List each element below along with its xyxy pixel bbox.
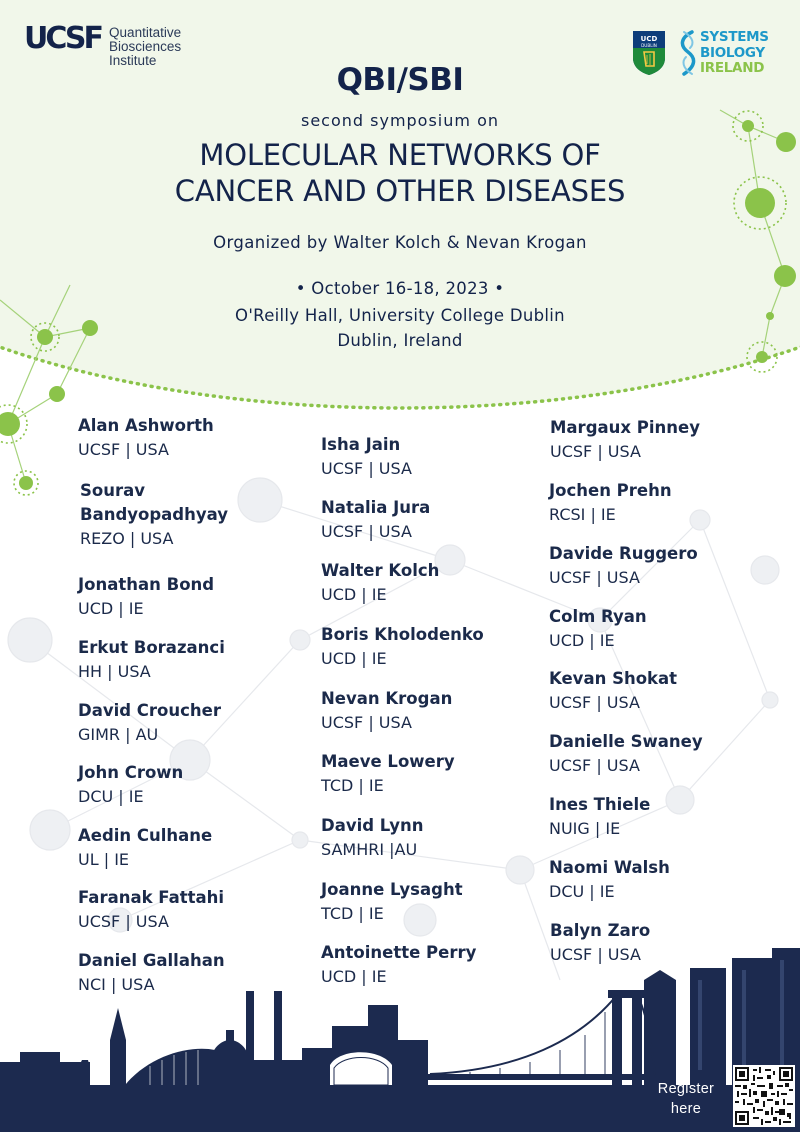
speaker-entry [78, 414, 308, 462]
speaker-name: Margaux Pinney [550, 418, 700, 437]
speaker-entry [80, 479, 310, 551]
speaker-name: Danielle Swaney [549, 732, 703, 751]
speaker-affiliation: GIMR | AU [78, 725, 159, 744]
speaker-name: Balyn Zaro [550, 921, 651, 940]
speaker-entry [549, 479, 779, 527]
speaker-affiliation: UCSF | USA [550, 945, 641, 964]
ucsf-wordmark: UCSF [24, 21, 102, 56]
speaker-affiliation: UCSF | USA [549, 568, 640, 587]
speaker-affiliation: TCD | IE [321, 904, 384, 923]
speaker-name: Boris Kholodenko [321, 625, 484, 644]
speaker-affiliation: UCD | IE [78, 599, 144, 618]
speaker-affiliation: UCD | IE [321, 585, 387, 604]
event-title: QBI/SBI [336, 62, 464, 98]
speaker-affiliation: UCSF | USA [321, 522, 412, 541]
speaker-entry [321, 496, 551, 544]
speaker-affiliation: UCD | IE [549, 631, 615, 650]
event-dates: • October 16-18, 2023 • [295, 279, 505, 298]
speaker-affiliation: NUIG | IE [549, 819, 621, 838]
sbi-line-biology: BIOLOGY [700, 44, 765, 61]
institute-line: Quantitative [109, 25, 182, 40]
event-headline-line-2: CANCER AND OTHER DISEASES [174, 174, 626, 208]
speaker-name: Walter Kolch [321, 561, 440, 580]
speaker-affiliation: UCSF | USA [78, 912, 169, 931]
register-line: Register [657, 1081, 715, 1097]
speaker-name: Daniel Gallahan [78, 951, 225, 970]
speaker-name: John Crown [78, 763, 184, 782]
speaker-affiliation: UCSF | USA [78, 440, 169, 459]
speaker-name: Colm Ryan [549, 607, 647, 626]
speaker-entry [321, 559, 551, 607]
speaker-name: Faranak Fattahi [78, 888, 225, 907]
speaker-affiliation: TCD | IE [321, 776, 384, 795]
speaker-name-line-2: Bandyopadhyay [80, 505, 229, 524]
institute-line: Institute [109, 53, 157, 68]
event-subtitle: second symposium on [300, 111, 499, 130]
speaker-name: Nevan Krogan [321, 689, 453, 708]
speaker-name: David Lynn [321, 816, 424, 835]
speaker-name: Ines Thiele [549, 795, 651, 814]
speaker-affiliation: UCSF | USA [321, 713, 412, 732]
sbi-line-systems: SYSTEMS [700, 29, 769, 45]
speaker-affiliation: DCU | IE [549, 882, 615, 901]
speaker-entry [321, 433, 551, 481]
sbi-line-ireland: IRELAND [700, 60, 765, 76]
speaker-name: Davide Ruggero [549, 544, 698, 563]
svg-text:DUBLIN: DUBLIN [641, 43, 657, 48]
speaker-affiliation: UCD | IE [321, 649, 387, 668]
speaker-entry [78, 699, 308, 747]
speaker-name: Maeve Lowery [321, 752, 455, 771]
speaker-name: Jochen Prehn [549, 481, 672, 500]
speaker-entry [321, 750, 551, 798]
event-venue: O'Reilly Hall, University College Dublin [235, 306, 565, 325]
speaker-entry [549, 793, 779, 841]
speaker-entry [78, 761, 308, 809]
speaker-affiliation: NCI | USA [78, 975, 155, 994]
speaker-entry [321, 687, 551, 735]
speaker-name: David Croucher [78, 701, 221, 720]
speaker-affiliation: UL | IE [78, 850, 130, 869]
speaker-name: Joanne Lysaght [321, 880, 463, 899]
speaker-name: Kevan Shokat [549, 669, 678, 688]
speaker-entry [321, 878, 551, 926]
speaker-affiliation: SAMHRI |AU [321, 840, 418, 859]
speaker-affiliation: UCSF | USA [549, 756, 640, 775]
speaker-entry [549, 856, 779, 904]
speaker-affiliation: UCSF | USA [550, 442, 641, 461]
speaker-name: Jonathan Bond [78, 575, 215, 594]
speaker-name: Sourav [80, 481, 145, 500]
institute-line: Biosciences [109, 39, 182, 54]
speaker-entry [549, 605, 779, 653]
register-prompt [646, 1079, 726, 1119]
speaker-affiliation: DCU | IE [78, 787, 144, 806]
speaker-name: Antoinette Perry [321, 943, 477, 962]
speaker-affiliation: UCSF | USA [321, 459, 412, 478]
speaker-name: Erkut Borazanci [78, 638, 225, 657]
speaker-entry [321, 814, 551, 862]
speaker-entry [321, 623, 551, 671]
speaker-entry [78, 886, 308, 934]
speaker-affiliation: RCSI | IE [549, 505, 616, 524]
speaker-entry [549, 542, 779, 590]
speaker-entry [78, 636, 308, 684]
speaker-entry [549, 667, 779, 715]
speaker-name: Natalia Jura [321, 498, 431, 517]
speaker-name: Naomi Walsh [549, 858, 670, 877]
speaker-affiliation: REZO | USA [80, 529, 174, 548]
event-headline-line-1: MOLECULAR NETWORKS OF [199, 138, 601, 172]
speaker-entry [78, 824, 308, 872]
speaker-name: Aedin Culhane [78, 826, 213, 845]
svg-text:UCD: UCD [640, 35, 658, 43]
speaker-entry [78, 573, 308, 621]
speaker-entry [550, 416, 780, 464]
registration-qr-code[interactable] [733, 1065, 795, 1127]
register-line: here [670, 1101, 702, 1117]
speaker-affiliation: UCSF | USA [549, 693, 640, 712]
speaker-affiliation: UCD | IE [321, 967, 387, 986]
event-city: Dublin, Ireland [337, 331, 463, 350]
speaker-name: Isha Jain [321, 435, 401, 454]
speaker-name: Alan Ashworth [78, 416, 214, 435]
speaker-entry [549, 730, 779, 778]
speaker-affiliation: HH | USA [78, 662, 151, 681]
event-organizers: Organized by Walter Kolch & Nevan Krogan [213, 233, 587, 252]
